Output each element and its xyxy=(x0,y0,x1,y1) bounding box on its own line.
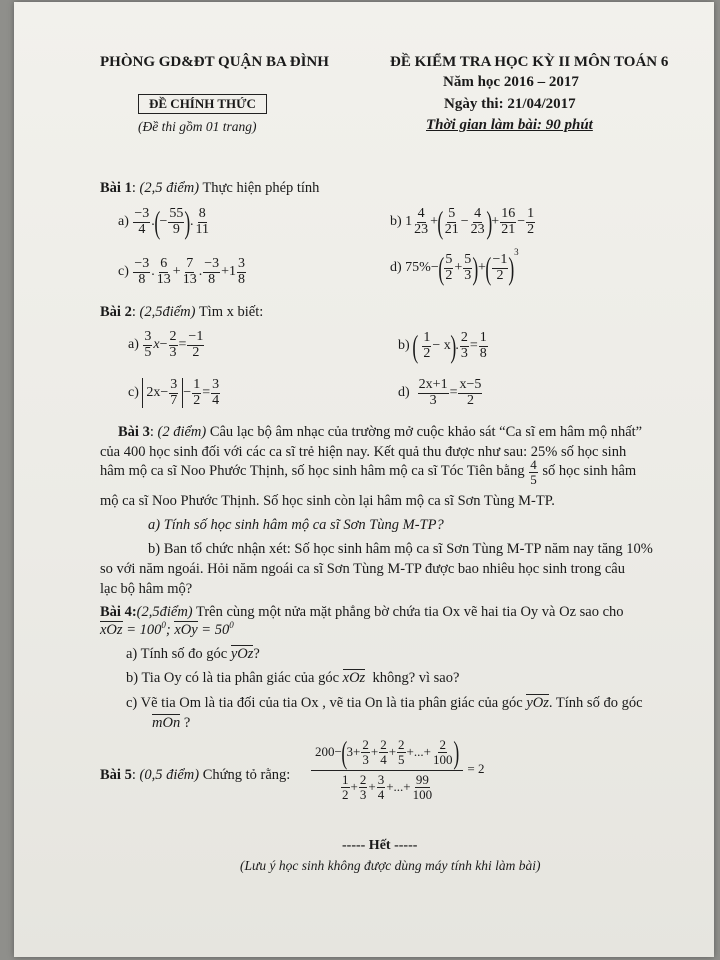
bai5-label: Bài 5 xyxy=(100,767,132,783)
bai1-c-label: c) xyxy=(118,264,129,280)
end-mark: ----- Hết ----- xyxy=(342,838,418,853)
bai2-a: a) $\frac{3}{5}$ x − $\frac{2}{3}$ = $\frac{-1}{2}$ xyxy=(128,329,204,360)
bai4-qb-text: b) Tia Oy có là tia phân giác của góc xyxy=(126,670,340,686)
bai4-question-a: a) Tính số đo góc yOz? xyxy=(126,646,260,662)
bai2-d: d) $\frac{2x+1}{3}$ = $\frac{x-5}{2}$ xyxy=(398,377,482,408)
bai1-task: Thực hiện phép tính xyxy=(202,180,320,196)
bai5-expression: 200− ( 3+ $\frac{2}{3}$ + $\frac{2}{4}$ + $\frac{2}{5}$ +...+ $\frac{2}{100}$ ) $\frac{1}{2}$ + $\frac{2}{3}$ + $\frac{3}{4}$ +...+ $\frac{99}{100}$ = 2 xyxy=(310,736,484,801)
bai3-question-a: a) Tính số học sinh hâm mộ ca sĩ Sơn Tùng M-TP? xyxy=(148,517,444,533)
bai1-heading: Bài 1: (2,5 điểm) Thực hiện phép tính xyxy=(100,180,320,196)
bai3-line3: hâm mộ ca sĩ Noo Phước Thịnh, số học sinh hâm mộ ca sĩ Tóc Tiên bằng $\frac{4}{5}$ số học sinh hâm xyxy=(100,457,637,487)
bai2-a-label: a) xyxy=(128,337,139,353)
bai2-c: c) 2x− $\frac{3}{7}$ − $\frac{1}{2}$ = $\frac{3}{4}$ xyxy=(128,377,220,408)
bai2-task: Tìm x biết: xyxy=(198,304,264,320)
bai3-points: (2 điểm) xyxy=(157,424,207,440)
bai4-qc2-end: ? xyxy=(183,715,191,731)
bai3-text-1: Câu lạc bộ âm nhạc của trường mở cuộc khảo sát “Ca sĩ em hâm mộ nhất” xyxy=(209,424,643,440)
bai1-points: (2,5 điểm) xyxy=(139,180,200,196)
bai4-label: Bài 4: xyxy=(100,604,137,620)
department-title: PHÒNG GD&ĐT QUẬN BA ĐÌNH xyxy=(100,54,329,70)
bai3-question-b-2: so với năm ngoái. Hỏi năm ngoái ca sĩ Sơn Tùng M-TP được bao nhiêu học sinh trong câu xyxy=(100,561,625,577)
bai3-line4: mộ ca sĩ Noo Phước Thịnh. Số học sinh còn lại hâm mộ ca sĩ Sơn Tùng M-TP. xyxy=(100,493,555,509)
bai3-text-3b: số học sinh hâm xyxy=(542,463,637,480)
bai1-c: c) $\frac{-3}{8}$ . $\frac{6}{13}$ + $\frac{7}{13}$ . $\frac{-3}{8}$ +1 $\frac{3}{8}$ xyxy=(118,256,246,287)
bai3-line2: của 400 học sinh đối với các ca sĩ trẻ hiện nay. Kết quả thu được như sau: 25% số học sinh xyxy=(100,444,627,460)
bai4-question-c-1: c) Vẽ tia Om là tia đối của tia Ox , vẽ tia On là tia phân giác của góc yOz. Tính số đo góc xyxy=(126,695,643,711)
bai4-qb-end: không? vì sao? xyxy=(372,670,460,686)
bai5-points: (0,5 điểm) xyxy=(139,767,200,783)
bai2-heading: Bài 2: (2,5điểm) Tìm x biết: xyxy=(100,304,264,320)
bai1-b: b) 1 $\frac{4}{23}$ + ( $\frac{5}{21}$ − $\frac{4}{23}$ ) + $\frac{16}{21}$ − $\frac{1}{2}$ xyxy=(390,204,535,240)
bai4-intro xyxy=(100,603,624,623)
bai3-label: Bài 3 xyxy=(118,424,150,440)
bai2-points: (2,5điểm) xyxy=(139,304,196,320)
bai4-qc-end: . Tính số đo góc xyxy=(548,695,643,711)
bai2-c-label: c) xyxy=(128,385,139,401)
bai2-label: Bài 2 xyxy=(100,304,132,320)
bai2-d-label: d) xyxy=(398,385,410,401)
bai2-b-label: b) xyxy=(398,338,410,353)
bai4-question-c-2: mOn ? xyxy=(152,715,191,731)
bai4-given: xOz = $100^0$; xOy = $50^0$ xyxy=(100,620,234,638)
pages-note: (Đề thi gồm 01 trang) xyxy=(138,119,257,134)
bai3-line1: Bài 3: (2 điểm) Câu lạc bộ âm nhạc của trường mở cuộc khảo sát “Ca sĩ em hâm mộ nhất” xyxy=(118,424,643,440)
exam-title: ĐỀ KIỂM TRA HỌC KỲ II MÔN TOÁN 6 xyxy=(390,54,669,70)
bai5-task: Chứng tỏ rằng: xyxy=(202,767,291,783)
bai3-question-b-1: b) Ban tổ chức nhận xét: Số học sinh hâm mộ ca sĩ Sơn Tùng M-TP năm nay tăng 10% xyxy=(148,541,653,557)
bai4-points: (2,5điểm) xyxy=(136,604,193,620)
bai4-qc-text: c) Vẽ tia Om là tia đối của tia Ox , vẽ tia On là tia phân giác của góc xyxy=(126,695,523,711)
bai4-intro-text: Trên cùng một nửa mặt phẳng bờ chứa tia Ox vẽ hai tia Oy và Oz sao cho xyxy=(196,604,624,620)
calculator-note: (Lưu ý học sinh không được dùng máy tính khi làm bài) xyxy=(240,858,541,873)
exam-duration: Thời gian làm bài: 90 phút xyxy=(426,117,593,133)
bai1-label: Bài 1 xyxy=(100,180,132,196)
bai4-question-b: b) Tia Oy có là tia phân giác của góc xOz không? vì sao? xyxy=(126,670,460,686)
bai1-d-label: d) xyxy=(390,260,402,275)
bai5-heading: Bài 5: (0,5 điểm) Chứng tỏ rằng: xyxy=(100,767,291,783)
bai4-qa-text: a) Tính số đo góc xyxy=(126,646,228,662)
bai3-text-3a: hâm mộ ca sĩ Noo Phước Thịnh, số học sinh hâm mộ ca sĩ Tóc Tiên bằng xyxy=(100,463,525,480)
bai2-b: b) ( $\frac{1}{2}$ − x ) . $\frac{2}{3}$ = $\frac{1}{8}$ xyxy=(398,328,487,364)
bai1-a-label: a) xyxy=(118,214,129,229)
official-badge: ĐỀ CHÍNH THỨC xyxy=(138,94,267,114)
school-year: Năm học 2016 – 2017 xyxy=(443,74,579,90)
bai1-b-label: b) xyxy=(390,214,402,229)
bai3-question-b-3: lạc bộ hâm mộ? xyxy=(100,581,193,597)
bai4-qa-end: ? xyxy=(253,646,260,662)
exam-date: Ngày thi: 21/04/2017 xyxy=(444,96,576,112)
bai1-d: d) 75%− ( $\frac{5}{2}$ + $\frac{5}{3}$ ) + ( $\frac{-1}{2}$ ) 3 xyxy=(390,247,519,286)
bai1-a: a) $\frac{-3}{4}$ . ( − $\frac{55}{9}$ ) . $\frac{8}{11}$ xyxy=(118,204,209,240)
exam-sheet xyxy=(14,2,714,957)
